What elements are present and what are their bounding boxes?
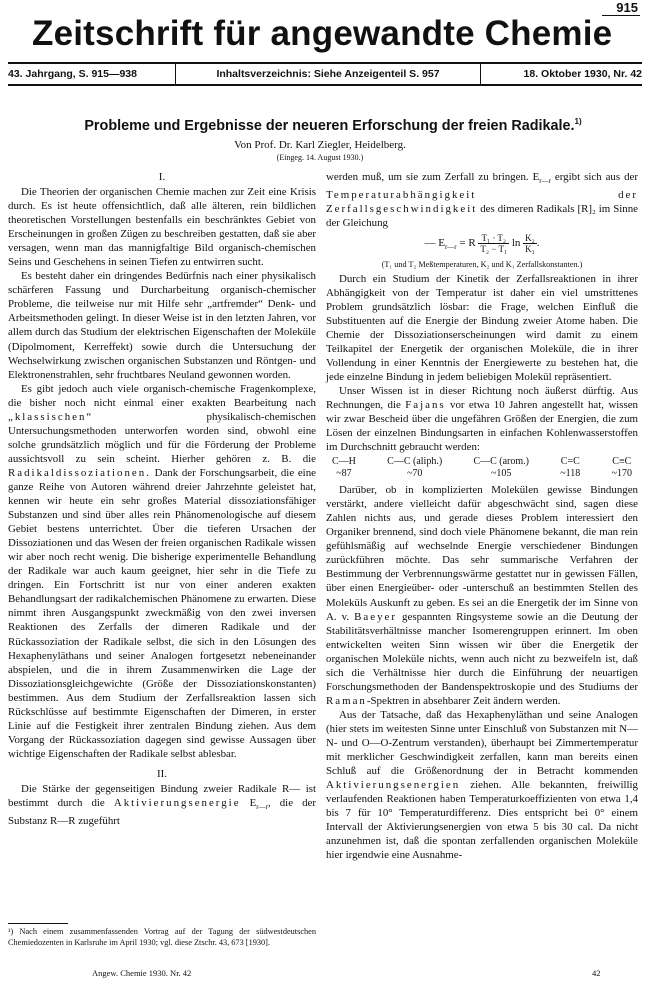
footnote: ¹) Nach einem zusammenfassenden Vortrag auf der Tagung der südwestdeutschen Chemiedozenten in Karlsruhe im April 1930; vgl. diese Ztschr. 43, 673 [1930]. [8, 927, 316, 947]
bond-value: ~170 [611, 468, 632, 480]
text-run: Darüber, ob in komplizierten Molekülen gewisse Bindungen verstärkt, andere vielleicht dafür abgeschwächt sind, sagen diese Zahlen nichts aus, und gerade dieses Problem interessiert den Organiker brennend, sind doch viele Phänomene bekannt, die man rein gefühlsmäßig auf wechselnde Energie verschiedener Bindungen zurückführen möchte. Das sehr summarische Verfahren der Bestimmung der Verbrennungswärme gestattet nur in gewissen Fällen, über einen Energieüber- oder -unterschuß an bestimmten Stellen des Moleküls Auskunft zu geben. Es sei an die Energetik der im Sinne von A. v. [326, 484, 638, 623]
paragraph [326, 483, 638, 708]
bond-name: C—C (aliph.) [387, 456, 443, 468]
fraction-denominator: T₂ − T₁ [480, 244, 508, 255]
text-run: ziehen. Alle bekannten, freiwillig verlaufenden Reaktionen haben Temperaturkoeffizienten von etwa 1,4 bis 7 für 10° Temperaturdifferenz. Dies entspricht bei 0° einem Intervall der Aktivierungsenergien von etwa 5 bis 30 cal. Da nicht anzunehmen ist, daß die spontan zerfallenden organischen Moleküle hier irgendwie eine Ausnahme- [326, 779, 638, 862]
paragraph [8, 782, 316, 828]
bond-name: C—C (arom.) [473, 456, 529, 468]
footnote-rule [8, 923, 68, 924]
paragraph: Durch ein Studium der Kinetik der Zerfallsreaktionen in ihrer Abhängigkeit von der Temperatur ist daher ein viel umstrittenes Problem grundsätzlich lösbar: die Frage, welchen Einfluß die Substituenten auf die Energie der Bindung zweier Atome haben. Die Chemie der Dissoziationserscheinungen wird damit zu einem Teilkapitel der Energetik der organischen Moleküle, die in ihrer Vollendung in einer Kenntnis der Energiewerte zu bestehen hat, die jede einzelne Bindung in jedem beliebigen Molekül repräsentiert. [326, 272, 638, 383]
paragraph: Die Theorien der organischen Chemie machen zur Zeit eine Krisis durch. Es ist heute offensichtlich, daß alle älteren, rein bildlichen theoretischen Vorstellungen bestenfalls ein beschränktes Gebiet von Erscheinungen in großen Zügen zu beschreiben gestatten, daß sie aber versagen, wenn man das mannigfaltige Bild organisch-chemischen Seins und Geschehens in seinen Tiefen zu entwirren sucht. [8, 186, 316, 269]
section-heading-2: II. [156, 767, 168, 780]
text-run: , die der Substanz R—R zugeführt [8, 796, 316, 828]
bond-energy-table [326, 454, 638, 483]
paragraph [8, 382, 316, 761]
emphasis: Aktivierungsenergie [113, 796, 241, 809]
emphasis: Aktivierungsenergien [326, 779, 461, 792]
bond-name: C=C [560, 456, 580, 468]
temperature-fraction [478, 233, 509, 254]
bond-name: C—H [332, 456, 356, 468]
text-run: werden muß, um sie zum Zerfall zu bringen. E [326, 171, 540, 183]
paragraph [326, 708, 638, 863]
bond-value: ~118 [560, 468, 581, 480]
text-run: Dank der Forschungsarbeit, die eine ganze Reihe von Autoren während dreier Jahrzehnte geleistet hat, kennen wir heute ein sehr großes Material dissoziationsfähiger Substanzen und sind über alles rein Phänomenologische auf diesem Gebiet bestens unterrichtet. Über die tieferen Ursachen der Dissoziationen und das Wesen der freien organischen Radikale wissen wir aber noch recht wenig. Die bisherige experimentelle Behandlung der Radikale war auch kaum geeignet, hier sehr in die Tiefe zu dringen. Ein Fortschritt ist nur von einer anderen exakten Behandlungsart der radikalchemischen Phänomene zu erwarten. Diese nimmt ihren Ausgangspunkt zweckmäßig von den zwei inversen Reaktionen des Zerfalls der dimeren Radikale und der Rückassoziation der Radikale selbst, die sich in den Lösungen des Hexaphenyläthans und seiner Analogen fortgesetzt nebeneinander abspielen, und die in ihrem Zusammenwirken die Lage der Dissoziationsgleichgewichte (Größe der Dissoziationskonstanten) bestimmen. Aus dem Studium der Zerfallsreaktion lassen sich Rückschlüsse auf bestimmte Eigenschaften der Dimeren, in erster Linie auf die Festigkeit ihrer zentralen Bindung ziehen. Aus dem Vorgang der Rückassoziation dagegen sind gewisse Aussagen über wichtige Eigenschaften der Radikale selbst ablesbar. [8, 466, 316, 760]
emphasis: Raman [326, 694, 367, 707]
article-title-text: Probleme und Ergebnisse der neueren Erforschung der freien Radikale. [84, 117, 575, 134]
issue-info-bar [8, 62, 642, 86]
equation-note: (T₁ und T₂ Meßtemperaturen, K₂ und K₁ Zerfallskonstanten.) [381, 259, 583, 269]
fraction-numerator: T₁ · T₂ [478, 233, 509, 244]
paragraph [326, 384, 638, 454]
title-footnote-mark: 1) [574, 117, 582, 126]
fraction-numerator: K₂ [525, 233, 535, 244]
eq-end: . [536, 237, 540, 250]
eq-lhs: — E [424, 237, 445, 250]
emphasis: Radikaldissoziationen. [8, 466, 151, 479]
text-run: E [240, 796, 257, 809]
received-date: (Eingeg. 14. August 1930.) [276, 153, 364, 162]
emphasis: Fajans [405, 398, 446, 411]
bond-value: ~105 [491, 468, 512, 480]
volume-info: 43. Jahrgang, S. 915—938 [8, 64, 176, 84]
paragraph [326, 170, 638, 230]
text-run: gespannten Ringsysteme sowie an die Deutung der Stabilitätsverhältnisse mancher Isomerengruppen erinnert. Im oben entwickelten weiten Sinn wissen wir über die Energetik der organischen Moleküle nichts, wenn auch nicht zu bezweifeln ist, daß sich die Verhältnisse hier durch die Einführung der neuartigen Forschungsmethoden der Bandenspektroskopie und des Studiums der [326, 610, 638, 693]
eq-mid: = R [456, 237, 479, 250]
emphasis: Baeyer [354, 610, 397, 623]
date-info: 18. Oktober 1930, Nr. 42 [523, 68, 642, 80]
subscript: r—r [539, 177, 551, 186]
emphasis: „klassischen“ [8, 410, 94, 423]
article-title [38, 117, 628, 134]
bond-entry [560, 456, 580, 480]
journal-title: Zeitschrift für angewandte Chemie [32, 14, 613, 53]
bond-entry [612, 456, 632, 480]
author-line: Von Prof. Dr. Karl Ziegler, Heidelberg. [234, 139, 406, 151]
bond-entry [332, 456, 356, 480]
emphasis: Temperaturabhängigkeit der Zerfallsgeschwindigkeit [326, 189, 638, 216]
text-run: Aus der Tatsache, daß das Hexaphenyläthan und seine Analogen (hier stets im weitesten Sinne unter Einschluß von Substanzen mit N—N- und O—O-Zentrum verstanden), überhaupt bei Zimmertemperatur mit merklicher Geschwindigkeit zerfallen, kann man bereits einen Schluß auf die Größenordnung der in Betracht kommenden [326, 708, 638, 778]
text-run: Es gibt jedoch auch viele organisch-chemische Fragenkomplexe, die bisher noch nicht einmal einer exakten Bearbeitung nach [8, 382, 316, 409]
footer-journal-ref: Angew. Chemie 1930. Nr. 42 [92, 968, 192, 978]
subscript: r—r [256, 803, 268, 812]
rate-equation [326, 232, 638, 258]
eq-subscript: r—r [444, 243, 457, 252]
right-column [326, 170, 638, 862]
bond-entry [473, 456, 529, 480]
constant-fraction [523, 233, 537, 254]
bond-entry [387, 456, 442, 480]
contents-info: Inhaltsverzeichnis: Siehe Anzeigenteil S. 957 [176, 64, 481, 84]
section-heading-1: I. [158, 171, 166, 183]
text-run: -Spektren in absehbarer Zeit ändern werden. [366, 694, 561, 707]
text-run: des dimeren Radikals [R]₂ im Sinne der Gleichung [326, 203, 638, 230]
text-run: Die Stärke der gegenseitigen Bindung zweier Radikale R— ist bestimmt durch die [8, 782, 316, 809]
bond-value: ~87 [336, 468, 352, 480]
text-run: physikalisch-chemischen Untersuchungsmethoden unterworfen worden sind, obwohl eine solche grundsätzlich möglich und für die Förderung der Probleme aussichtsvoll zu sein scheint. Hierher gehören z. B. die [8, 410, 316, 465]
left-column [8, 170, 316, 828]
fraction-denominator: K₁ [525, 244, 535, 255]
bond-name: C≡C [612, 456, 632, 468]
footer-signature: 42 [592, 968, 601, 978]
text-run: ergibt sich aus der [550, 171, 638, 183]
bond-value: ~70 [406, 468, 423, 480]
text-run: Unser Wissen ist in dieser Richtung noch äußerst dürftig. Aus Rechnungen, die [326, 384, 638, 411]
paragraph: Es besteht daher ein dringendes Bedürfnis nach einer physikalisch schärferen Fassung und Durcharbeitung organisch-chemischer Probleme, die teilweise nur mit Hilfe sehr „artfremder“ Denk- und Arbeitsmethoden gelingt. In dieser Weise ist in den letzten Jahren, vor allem durch das Studium der elektrischen Eigenschaften der Moleküle (Dipolmoment, Kerreffekt) sowie durch die Untersuchung der Wechselwirkung zwischen organischen Substanzen und Röntgen- und Elektronenstrahlen, sehr fruchtbares Neuland gewonnen worden. [8, 270, 316, 381]
eq-ln: ln [509, 237, 524, 250]
text-run: vor etwa 10 Jahren angestellt hat, wissen wir zwar Bescheid über die ungefähren Größen der Energien, die zum Lösen der einzelnen Bindungsarten in einfachen Kohlenwasserstoffen im Durchschnitt gebraucht werden: [326, 398, 638, 454]
page-number: 915 [616, 0, 638, 15]
